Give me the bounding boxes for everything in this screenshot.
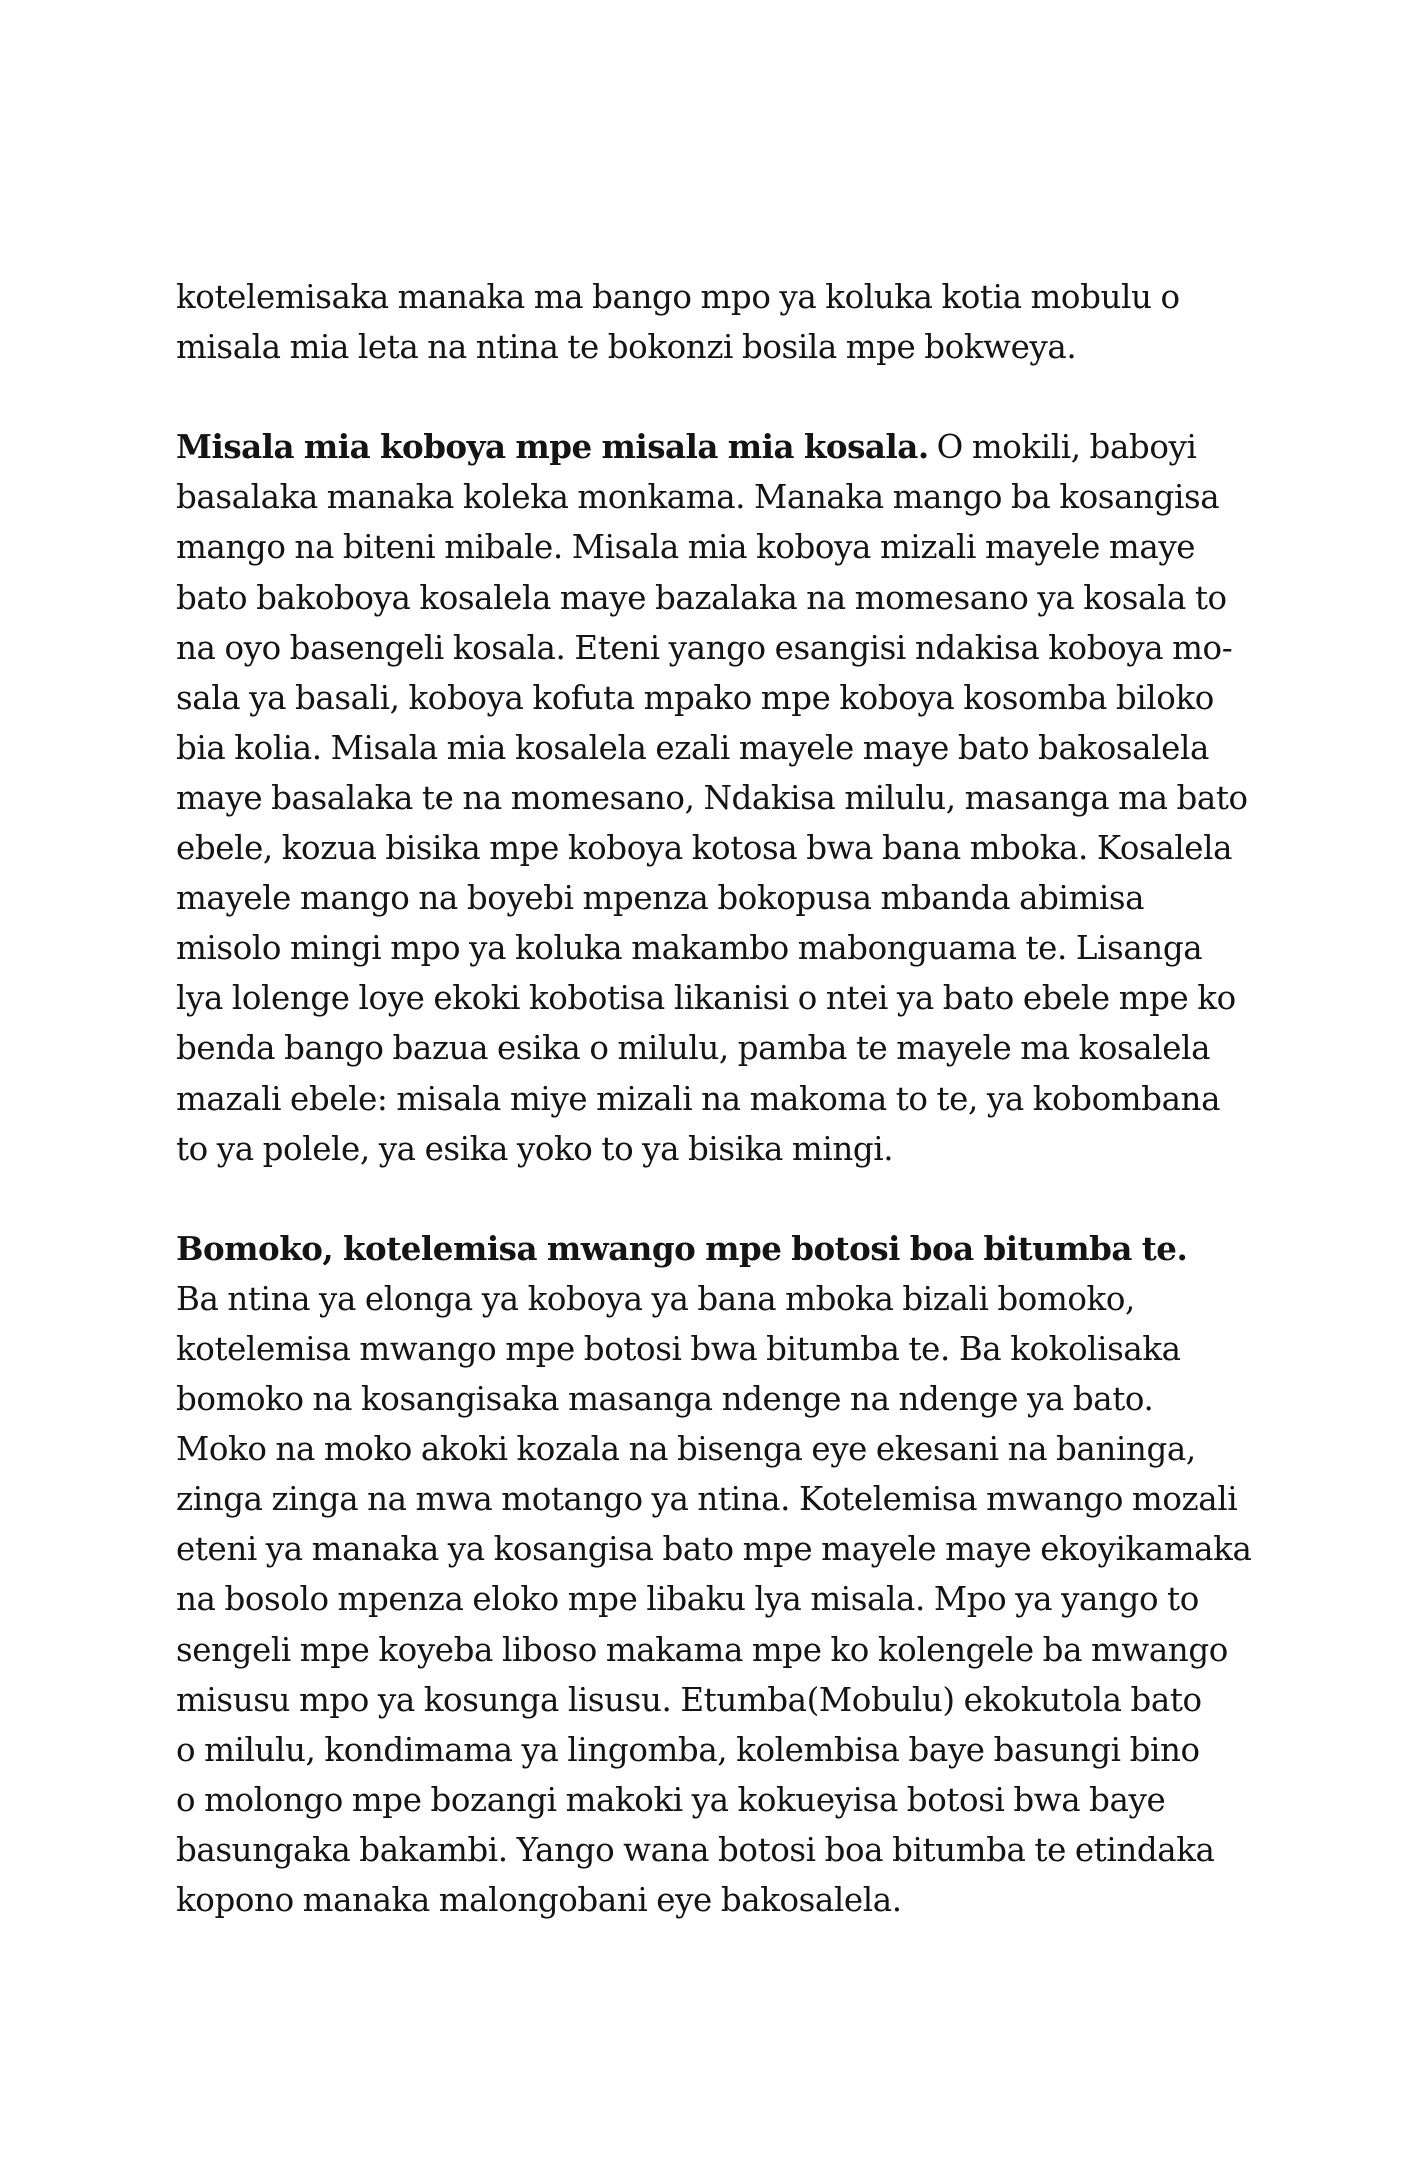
text-line: benda bango bazua esika o milulu, pamba te mayele ma kosalela xyxy=(176,1029,1211,1068)
paragraph-gap xyxy=(176,1174,1266,1224)
text-line: bia kolia. Misala mia kosalela ezali mayele maye bato bakosalela xyxy=(176,728,1209,767)
text-fragment: O mokili, baboyi xyxy=(936,428,1197,467)
text-line: lya lolenge loye ekoki kobotisa likanisi o ntei ya bato ebele mpe ko xyxy=(176,979,1236,1018)
text-line: na oyo basengeli kosala. Eteni yango esangisi ndakisa koboya mo- xyxy=(176,628,1233,667)
text-line: maye basalaka te na momesano, Ndakisa milulu, masanga ma bato xyxy=(176,778,1248,817)
text-line: mazali ebele: misala miye mizali na makoma to te, ya kobombana xyxy=(176,1079,1221,1118)
text-line: na bosolo mpenza eloko mpe libaku lya misala. Mpo ya yango to xyxy=(176,1580,1199,1619)
text-line: zinga zinga na mwa motango ya ntina. Kotelemisa mwango mozali xyxy=(176,1480,1238,1519)
paragraph-continuation xyxy=(176,272,1266,372)
text-line: basalaka manaka koleka monkama. Manaka mango ba kosangisa xyxy=(176,478,1220,517)
paragraph-bomoko xyxy=(176,1224,1266,1925)
text-line: ebele, kozua bisika mpe koboya kotosa bwa bana mboka. Kosalela xyxy=(176,829,1233,868)
text-line: kotelemisaka manaka ma bango mpo ya koluka kotia mobulu o xyxy=(176,278,1180,316)
text-line: kotelemisa mwango mpe botosi bwa bitumba te. Ba kokolisaka xyxy=(176,1329,1181,1368)
text-line xyxy=(176,422,1266,472)
text-line: basungaka bakambi. Yango wana botosi boa bitumba te etindaka xyxy=(176,1830,1215,1869)
text-line: misolo mingi mpo ya koluka makambo mabonguama te. Lisanga xyxy=(176,929,1203,968)
text-line: sengeli mpe koyeba liboso makama mpe ko kolengele ba mwango xyxy=(176,1630,1228,1669)
text-line: o molongo mpe bozangi makoki ya kokueyisa botosi bwa baye xyxy=(176,1780,1166,1819)
text-line: mayele mango na boyebi mpenza bokopusa mbanda abimisa xyxy=(176,879,1145,918)
text-line: bomoko na kosangisaka masanga ndenge na ndenge ya bato. xyxy=(176,1380,1154,1419)
paragraph-gap xyxy=(176,372,1266,422)
page-body xyxy=(176,272,1266,1925)
text-line: o milulu, kondimama ya lingomba, kolembisa baye basungi bino xyxy=(176,1730,1200,1769)
section-heading-bomoko: Bomoko, kotelemisa mwango mpe botosi boa bitumba te. xyxy=(176,1228,1188,1268)
text-line: bato bakoboya kosalela maye bazalaka na momesano ya kosala to xyxy=(176,578,1227,617)
text-line: mango na biteni mibale. Misala mia koboya mizali mayele maye xyxy=(176,528,1196,567)
text-line: sala ya basali, koboya kofuta mpako mpe koboya kosomba biloko xyxy=(176,678,1214,717)
text-line: kopono manaka malongobani eye bakosalela. xyxy=(176,1881,902,1919)
text-line: misusu mpo ya kosunga lisusu. Etumba(Mobulu) ekokutola bato xyxy=(176,1680,1202,1719)
text-line: Moko na moko akoki kozala na bisenga eye ekesani na baninga, xyxy=(176,1430,1196,1469)
text-line: Ba ntina ya elonga ya koboya ya bana mboka bizali bomoko, xyxy=(176,1279,1135,1318)
text-line: misala mia leta na ntina te bokonzi bosila mpe bokweya. xyxy=(176,328,1077,367)
section-heading-misala: Misala mia koboya mpe misala mia kosala. xyxy=(176,427,929,467)
paragraph-misala xyxy=(176,422,1266,1173)
text-line: eteni ya manaka ya kosangisa bato mpe mayele maye ekoyikamaka xyxy=(176,1530,1252,1569)
text-line: to ya polele, ya esika yoko to ya bisika mingi. xyxy=(176,1129,894,1168)
